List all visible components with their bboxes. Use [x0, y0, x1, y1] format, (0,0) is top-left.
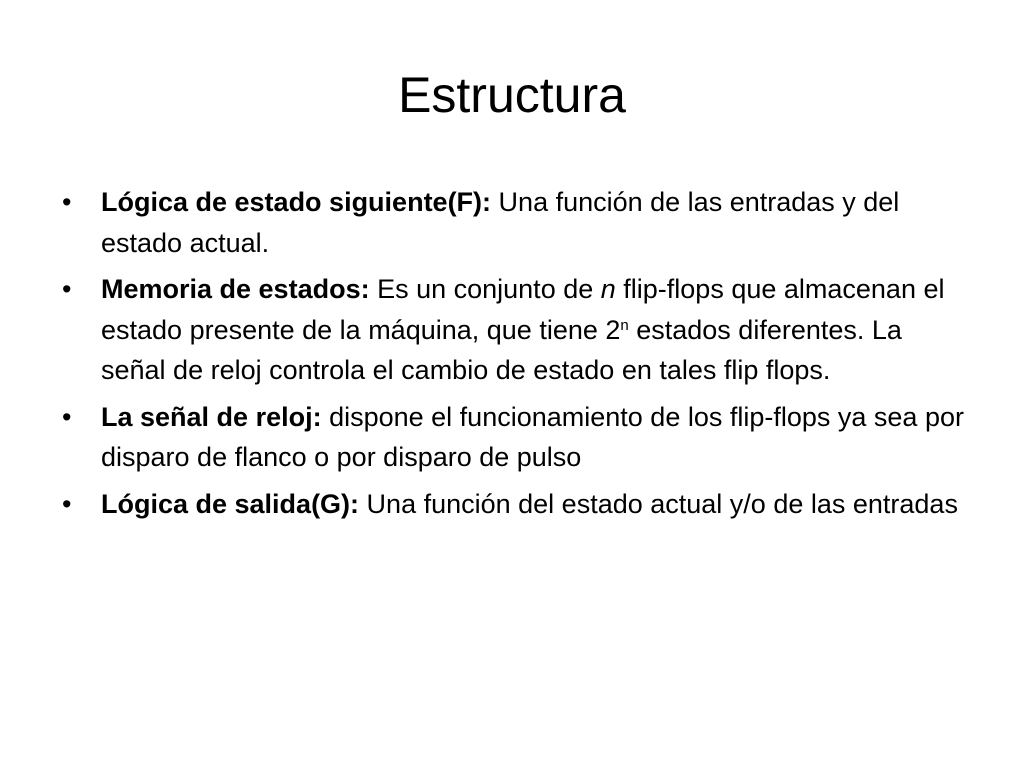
term-description-cont: flip-flops que almacenan el estado presente de la máquina, que tiene 2	[101, 274, 945, 345]
term-description: dispone el funcionamiento de los flip-flops ya sea por disparo de flanco o por disparo de pulso	[101, 401, 964, 472]
bullet-item-output-logic	[62, 484, 972, 525]
variable-n: n	[600, 274, 616, 304]
bullet-item-next-state-logic	[62, 182, 972, 263]
term-label: Lógica de salida(G):	[101, 488, 360, 519]
bullet-list	[62, 182, 972, 530]
bullet-item-state-memory	[62, 269, 972, 391]
slide-title: Estructura	[398, 67, 626, 123]
bullet-icon: •	[62, 488, 72, 519]
bullet-icon: •	[62, 274, 72, 304]
bullet-item-clock-signal	[62, 397, 972, 478]
term-description-end: estados diferentes. La señal de reloj controla el cambio de estado en tales flip flops.	[101, 314, 902, 385]
term-description: Una función de las entradas y del estado actual.	[101, 187, 900, 258]
term-description: Una función del estado actual y/o de las entradas	[359, 488, 958, 519]
term-description: Es un conjunto de	[369, 274, 601, 304]
term-label: Memoria de estados:	[101, 274, 370, 304]
exponent-n: n	[620, 316, 629, 334]
bullet-icon: •	[62, 401, 72, 432]
bullet-icon: •	[62, 187, 72, 217]
term-label: La señal de reloj:	[101, 401, 322, 432]
term-label: Lógica de estado siguiente(F):	[101, 187, 492, 217]
